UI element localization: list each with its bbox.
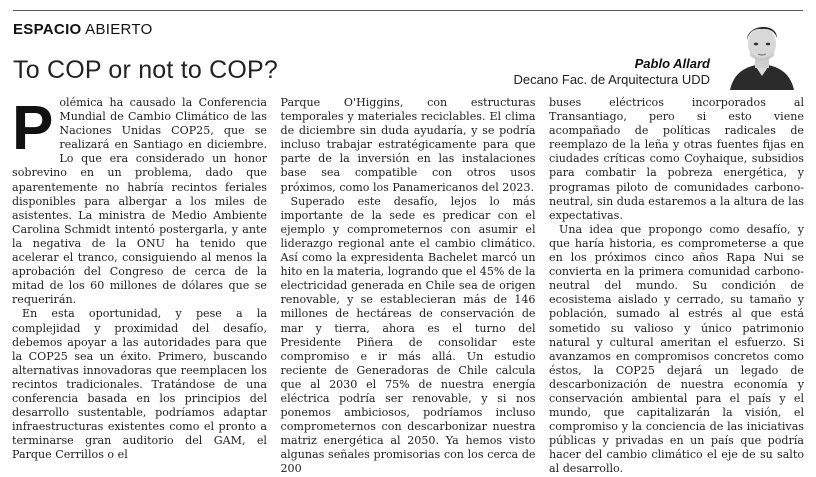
paragraph-text: olémica ha causado la Conferencia Mundial de Cambio Climático de las Naciones Unidas COP25, que se realizará en Santiago en diciembre. Lo que era considerado un honor sobrevino en un problema, dado que aparentemente no habría recintos feriales disponibles para albergar a los miles de asistentes. La ministra de Medio Ambiente Carolina Schmidt intentó postergarla, y ante la negativa de la ONU ha tenido que acelerar el tranco, consiguiendo al menos la aprobación del Congreso de cerca de la mitad de los 60 millones de dólares que se requerirán. [12,96,267,307]
author-name: Pablo Allard [634,56,710,71]
article-column-3 [549,96,804,476]
paragraph: buses eléctricos incorporados al Transantiago, pero si esto viene acompañado de políticas radicales de reemplazo de la leña y otras fuentes fijas en ciudades críticas como Coyhaique, subsidios para combatir la pobreza energética, y programas piloto de comunidades carbono-neutral, sin duda estaremos a la altura de las expectativas. [549,96,804,222]
paragraph [12,96,267,307]
paragraph: Parque O'Higgins, con estructuras temporales y materiales reciclables. El clima de diciembre sin duda ayudaría, y se podría incluso trabajar estratégicamente para que parte de la inversión en las instalaciones base sea compatible con otros usos próximos, como los Panamericanos del 2023. [280,96,536,194]
section-label-light: ABIERTO [85,21,153,38]
article-body [12,94,804,476]
person-portrait-icon [726,14,798,90]
article-column-1 [12,94,267,462]
drop-cap: P [12,94,54,163]
paragraph: En esta oportunidad, y pese a la complejidad y proximidad del desafío, debemos apoyar a las autoridades para que la COP25 sea un éxito. Primero, buscando alternativas innovadoras que reemplacen los recintos tradicionales. Tratándose de una conferencia basada en los principios del desarrollo sustentable, podríamos adaptar infraestructuras existentes como el pronto a terminarse gran auditorio del GAM, el Parque Cerrillos o el [12,307,267,462]
author-photo [726,14,798,90]
section-label-bold: ESPACIO [13,21,82,38]
paragraph: Una idea que propongo como desafío, y que haría historia, es comprometerse a que en los próximos cinco años Rapa Nui se convierta en la primera comunidad carbono-neutral del mundo. Su condición de ecosistema aislado y cerrado, su tamaño y población, sumado al estrés al que está sometido su valioso y único patrimonio natural y cultural ameritan el esfuerzo. Si avanzamos en compromisos concretos como éstos, la COP25 dejará un legado de descarbonización de nuestra economía y conservación ambiental para el país y el mundo, que capitalizarán la visión, el compromiso y la conciencia de las iniciativas públicas y privadas en un país que podría hacer del cambio climático el eje de su salto al desarrollo. [549,222,804,476]
paragraph: Superado este desafío, lejos lo más importante de la sede es predicar con el ejemplo y comprometernos con asumir el liderazgo regional ante el cambio climático. Así como la expresidenta Bachelet marcó un hito en la materia, logrando que el 45% de la electricidad generada en Chile sea de origen renovable, y se establecieran más de 146 millones de hectáreas de conservación de mar y tierra, ahora es el turno del Presidente Piñera de consolidar este compromiso e ir más allá. Un estudio reciente de Generadoras de Chile calcula que al 2030 el 75% de nuestra energía eléctrica podría ser renovable, y si nos ponemos ambiciosos, podríamos incluso comprometernos con descarbonizar nuestra matriz energética al 2050. Ya hemos visto algunas señales promisorias con los cerca de 200 [280,194,536,476]
article-column-2 [280,96,536,476]
section-label [13,21,153,38]
top-rule [13,10,803,11]
author-byline [513,56,710,88]
article-headline: To COP or not to COP? [13,56,278,84]
author-role: Decano Fac. de Arquitectura UDD [513,72,710,87]
